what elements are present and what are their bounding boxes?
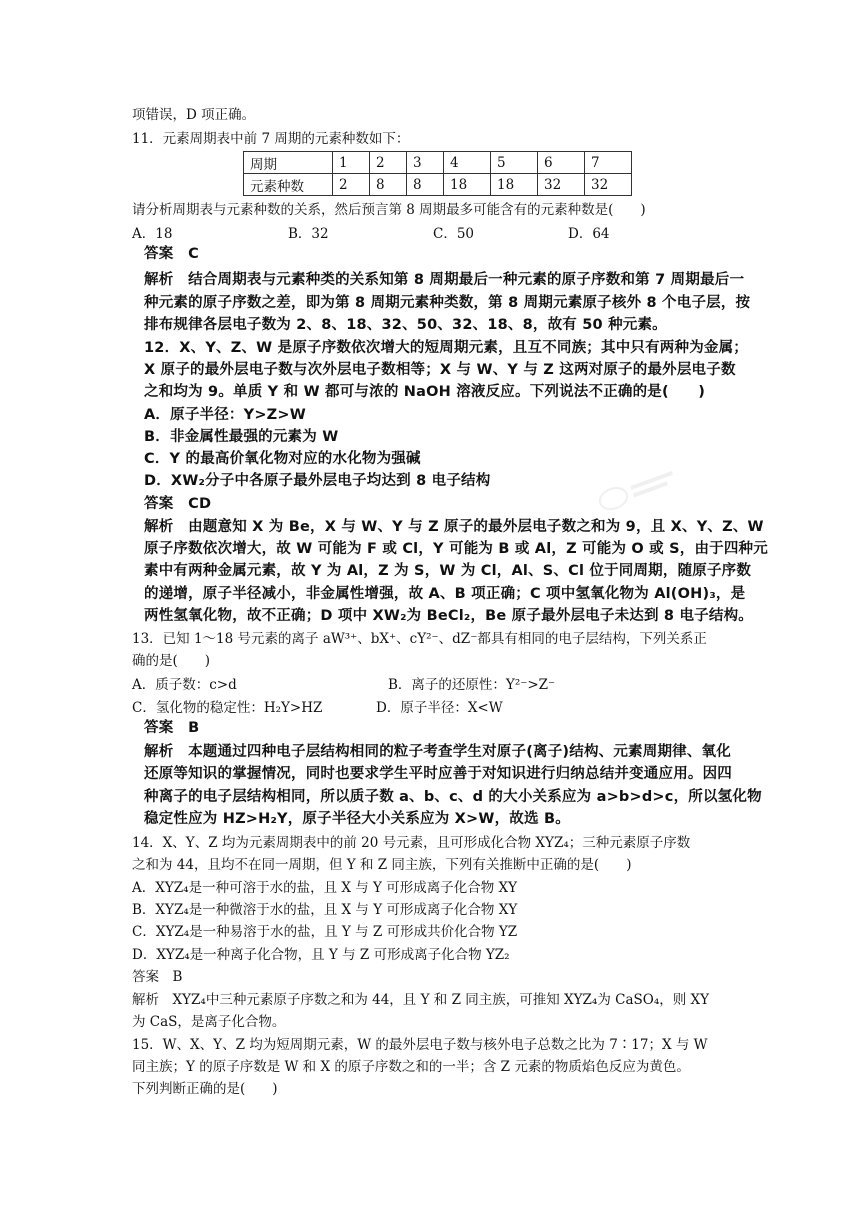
table-cell: 18 [491, 174, 538, 196]
table-cell: 6 [538, 152, 585, 174]
table-cell: 8 [370, 174, 407, 196]
table-cell: 2 [333, 174, 370, 196]
explanation-line: 为 CaS，是离子化合物。 [132, 1014, 286, 1030]
option-d: D．XYZ₄是一种离子化合物，且 Y 与 Z 可形成离子化合物 YZ₂ [132, 947, 510, 963]
question-text: 之和为 44，且均不在同一周期，但 Y 和 Z 同主族，下列有关推断中正确的是( ) [132, 857, 632, 873]
period-element-table [243, 151, 632, 196]
table-cell: 元素种数 [244, 174, 333, 196]
question-text: 同主族；Y 的原子序数是 W 和 X 的原子序数之和的一半；含 Z 元素的物质焰色反应为黄色。 [132, 1059, 690, 1075]
question-11: 11．元素周期表中前 7 周期的元素种数如下： [132, 131, 410, 147]
table-cell: 18 [444, 174, 491, 196]
table-cell: 8 [407, 174, 444, 196]
table-cell: 4 [444, 152, 491, 174]
question-12: 12．X、Y、Z、W 是原子序数依次增大的短周期元素，且互不同族；其中只有两种为金属； [144, 340, 749, 356]
table-cell: 3 [407, 152, 444, 174]
answer-line: 答案 B [132, 969, 183, 985]
option-c: C．氢化物的稳定性：H₂Y>HZ [132, 700, 323, 716]
explanation-line: 解析 结合周期表与元素种类的关系知第 8 周期最后一种元素的原子序数和第 7 周期最后一 [144, 272, 745, 288]
option-d: D．64 [568, 226, 610, 242]
table-cell: 7 [585, 152, 632, 174]
table-cell: 32 [538, 174, 585, 196]
table-cell: 32 [585, 174, 632, 196]
explanation-line: 种元素的原子序数之差，即为第 8 周期元素种类数，第 8 周期元素原子核外 8 个电子层，按 [144, 295, 751, 311]
table-row [244, 152, 632, 174]
option-d: D．原子半径：X<W [376, 700, 503, 716]
option-c: C．Y 的最高价氧化物对应的水化物为强碱 [144, 451, 421, 467]
explanation-line: 排布规律各层电子数为 2、8、18、32、50、32、18、8，故有 50 种元素。 [144, 317, 667, 333]
question-13: 13．已知 1～18 号元素的离子 aW³⁺、bX⁺、cY²⁻、dZ⁻都具有相同的电子层结构，下列关系正 [132, 631, 707, 647]
option-a: A．XYZ₄是一种可溶于水的盐，且 X 与 Y 可形成离子化合物 XY [132, 880, 518, 896]
answer-line: 答案 CD [144, 496, 212, 512]
option-b: B．32 [288, 226, 329, 242]
explanation-line: 解析 XYZ₄中三种元素原子序数之和为 44，且 Y 和 Z 同主族，可推知 XYZ₄为 CaSO₄，则 XY [132, 992, 710, 1008]
question-text: 下列判断正确的是( ) [132, 1081, 278, 1097]
explanation-line: 稳定性应为 HZ>H₂Y，原子半径大小关系应为 X>W，故选 B。 [144, 811, 570, 827]
option-b: B．离子的还原性：Y²⁻>Z⁻ [388, 677, 556, 693]
option-c: C．50 [433, 226, 475, 242]
table-row [244, 174, 632, 196]
question-text: X 原子的最外层电子数与次外层电子数相等；X 与 W、Y 与 Z 这两对原子的最外层电子数 [144, 362, 736, 378]
option-d: D．XW₂分子中各原子最外层电子均达到 8 电子结构 [144, 473, 491, 489]
text-line: 项错误，D 项正确。 [132, 107, 256, 123]
watermark-icon [588, 456, 686, 524]
question-text: 之和均为 9。单质 Y 和 W 都可与浓的 NaOH 溶液反应。下列说法不正确的是( ) [144, 384, 706, 400]
explanation-line: 原子序数依次增大，故 W 可能为 F 或 Cl，Y 可能为 B 或 Al，Z 可能为 O 或 S，由于四种元 [144, 541, 768, 557]
option-b: B．XYZ₄是一种微溶于水的盐，且 X 与 Y 可形成离子化合物 XY [132, 902, 518, 918]
option-a: A．18 [132, 226, 173, 242]
question-text: 请分析周期表与元素种数的关系，然后预言第 8 周期最多可能含有的元素种数是( ) [132, 202, 646, 218]
table-cell: 2 [370, 152, 407, 174]
question-15: 15．W、X、Y、Z 均为短周期元素，W 的最外层电子数与核外电子总数之比为 7∶17；X 与 W [132, 1037, 708, 1053]
explanation-line: 还原等知识的掌握情况，同时也要求学生平时应善于对知识进行归纳总结并变通应用。因四 [144, 766, 732, 782]
option-a: A．原子半径：Y>Z>W [144, 407, 306, 423]
explanation-line: 解析 本题通过四种电子层结构相同的粒子考查学生对原子(离子)结构、元素周期律、氧化 [144, 744, 731, 760]
explanation-line: 种离子的电子层结构相同，所以质子数 a、b、c、d 的大小关系应为 a>b>d>c，所以氢化物 [144, 789, 762, 805]
option-b: B．非金属性最强的元素为 W [144, 429, 339, 445]
answer-line: 答案 C [144, 246, 199, 262]
explanation-line: 素中有两种金属元素，故 Y 为 Al，Z 为 S，W 为 Cl，Al、S、Cl 位于同周期，随原子序数 [144, 563, 752, 579]
table-cell: 5 [491, 152, 538, 174]
explanation-line: 两性氢氧化物，故不正确；D 项中 XW₂为 BeCl₂，Be 原子最外层电子未达到 8 电子结构。 [144, 608, 753, 624]
explanation-line: 解析 由题意知 X 为 Be，X 与 W、Y 与 Z 原子的最外层电子数之和为 9，且 X、Y、Z、W [144, 519, 764, 535]
table-cell: 周期 [244, 152, 333, 174]
option-c: C．XYZ₄是一种易溶于水的盐，且 Y 与 Z 可形成共价化合物 YZ [132, 924, 518, 940]
answer-line: 答案 B [144, 720, 200, 736]
explanation-line: 的递增，原子半径减小，非金属性增强，故 A、B 项正确；C 项中氢氧化物为 Al(OH)₃，是 [144, 586, 746, 602]
question-14: 14．X、Y、Z 均为元素周期表中的前 20 号元素，且可形成化合物 XYZ₄；三种元素原子序数 [132, 835, 691, 851]
option-a: A．质子数：c>d [132, 677, 237, 693]
table-cell: 1 [333, 152, 370, 174]
question-text: 确的是( ) [132, 653, 211, 669]
